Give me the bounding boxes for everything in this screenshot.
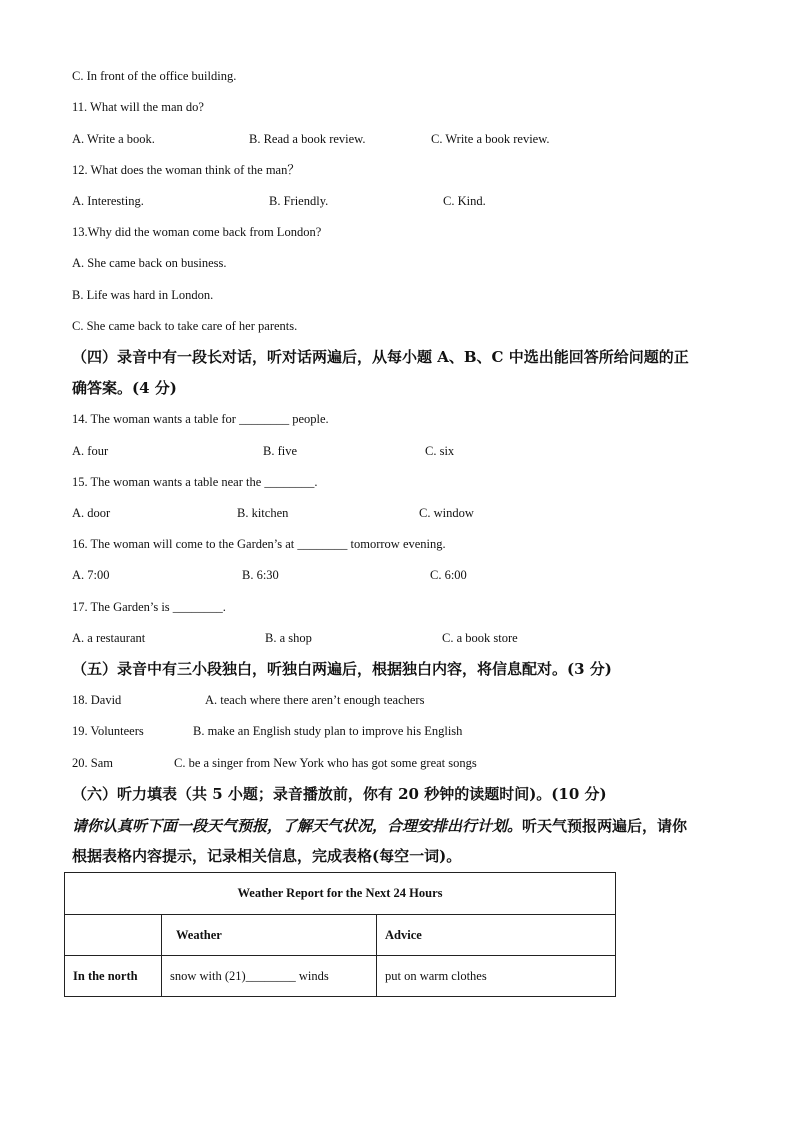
- q14-option-c: C. six: [425, 444, 455, 458]
- match-option-c: C. be a singer from New York who has got some great songs: [174, 756, 477, 770]
- q15-option-a: A. door: [72, 506, 111, 520]
- header-blank-cell: [65, 915, 162, 956]
- q12-option-c: C. Kind.: [443, 194, 486, 208]
- weather-report-table: [64, 872, 616, 997]
- q10-option-c: C. In front of the office building.: [72, 69, 237, 83]
- q13-option-a: A. She came back on business.: [72, 256, 227, 270]
- q12-option-a: A. Interesting.: [72, 194, 144, 208]
- q14-option-b: B. five: [263, 444, 298, 458]
- header-weather: Weather: [162, 915, 377, 956]
- section-4-heading: （四）录音中有一段长对话，听对话两遍后，从每小题 A、B、C 中选出能回答所给问题的正: [72, 348, 689, 366]
- q15-option-b: B. kitchen: [237, 506, 289, 520]
- instruction-italic: 请你认真听下面一段天气预报，了解天气状况，合理安排出行计划。: [72, 817, 523, 835]
- q16-option-a: A. 7:00: [72, 568, 110, 582]
- q13-option-c: C. She came back to take care of her parents.: [72, 319, 298, 333]
- table-header-row: [65, 915, 616, 956]
- table-row: [65, 956, 616, 997]
- row-weather-north: snow with (21)________ winds: [162, 956, 377, 997]
- section-4-heading-cont: 确答案。(4 分): [72, 379, 177, 397]
- q11-option-a: A. Write a book.: [72, 132, 155, 146]
- q16-option-c: C. 6:00: [430, 568, 467, 582]
- table-title-row: [65, 873, 616, 915]
- q11-option-b: B. Read a book review.: [249, 132, 366, 146]
- q17-option-b: B. a shop: [265, 631, 312, 645]
- q11-option-c: C. Write a book review.: [431, 132, 550, 146]
- section-6-instruction-cont: 根据表格内容提示，记录相关信息，完成表格(每空一词)。: [72, 847, 462, 865]
- q13-option-b: B. Life was hard in London.: [72, 288, 214, 302]
- instruction-rest: 听天气预报两遍后，请你: [522, 817, 688, 835]
- question-14: 14. The woman wants a table for ________ people.: [72, 412, 329, 426]
- question-16: 16. The woman will come to the Garden’s at ________ tomorrow evening.: [72, 537, 446, 551]
- q14-option-a: A. four: [72, 444, 109, 458]
- row-advice-north: put on warm clothes: [377, 956, 616, 997]
- section-6-instruction: [72, 816, 687, 836]
- question-18: 18. David: [72, 693, 122, 707]
- q12-option-b: B. Friendly.: [269, 194, 329, 208]
- q17-option-a: A. a restaurant: [72, 631, 146, 645]
- question-19: 19. Volunteers: [72, 724, 144, 738]
- section-6-heading: （六）听力填表（共 5 小题；录音播放前，你有 20 秒钟的读题时间)。(10 分): [72, 785, 607, 803]
- question-12: 12. What does the woman think of the man？: [72, 163, 300, 177]
- question-13: 13.Why did the woman come back from London?: [72, 225, 322, 239]
- q16-option-b: B. 6:30: [242, 568, 279, 582]
- table-title: Weather Report for the Next 24 Hours: [65, 873, 616, 915]
- question-15: 15. The woman wants a table near the ________.: [72, 475, 318, 489]
- match-option-b: B. make an English study plan to improve his English: [193, 724, 463, 738]
- row-label-north: In the north: [65, 956, 162, 997]
- q17-option-c: C. a book store: [442, 631, 518, 645]
- question-11: 11. What will the man do?: [72, 100, 204, 114]
- question-17: 17. The Garden’s is ________.: [72, 600, 226, 614]
- match-option-a: A. teach where there aren’t enough teachers: [205, 693, 425, 707]
- section-5-heading: （五）录音中有三小段独白，听独白两遍后，根据独白内容，将信息配对。(3 分): [72, 660, 612, 678]
- header-advice: Advice: [377, 915, 616, 956]
- q15-option-c: C. window: [419, 506, 474, 520]
- question-20: 20. Sam: [72, 756, 113, 770]
